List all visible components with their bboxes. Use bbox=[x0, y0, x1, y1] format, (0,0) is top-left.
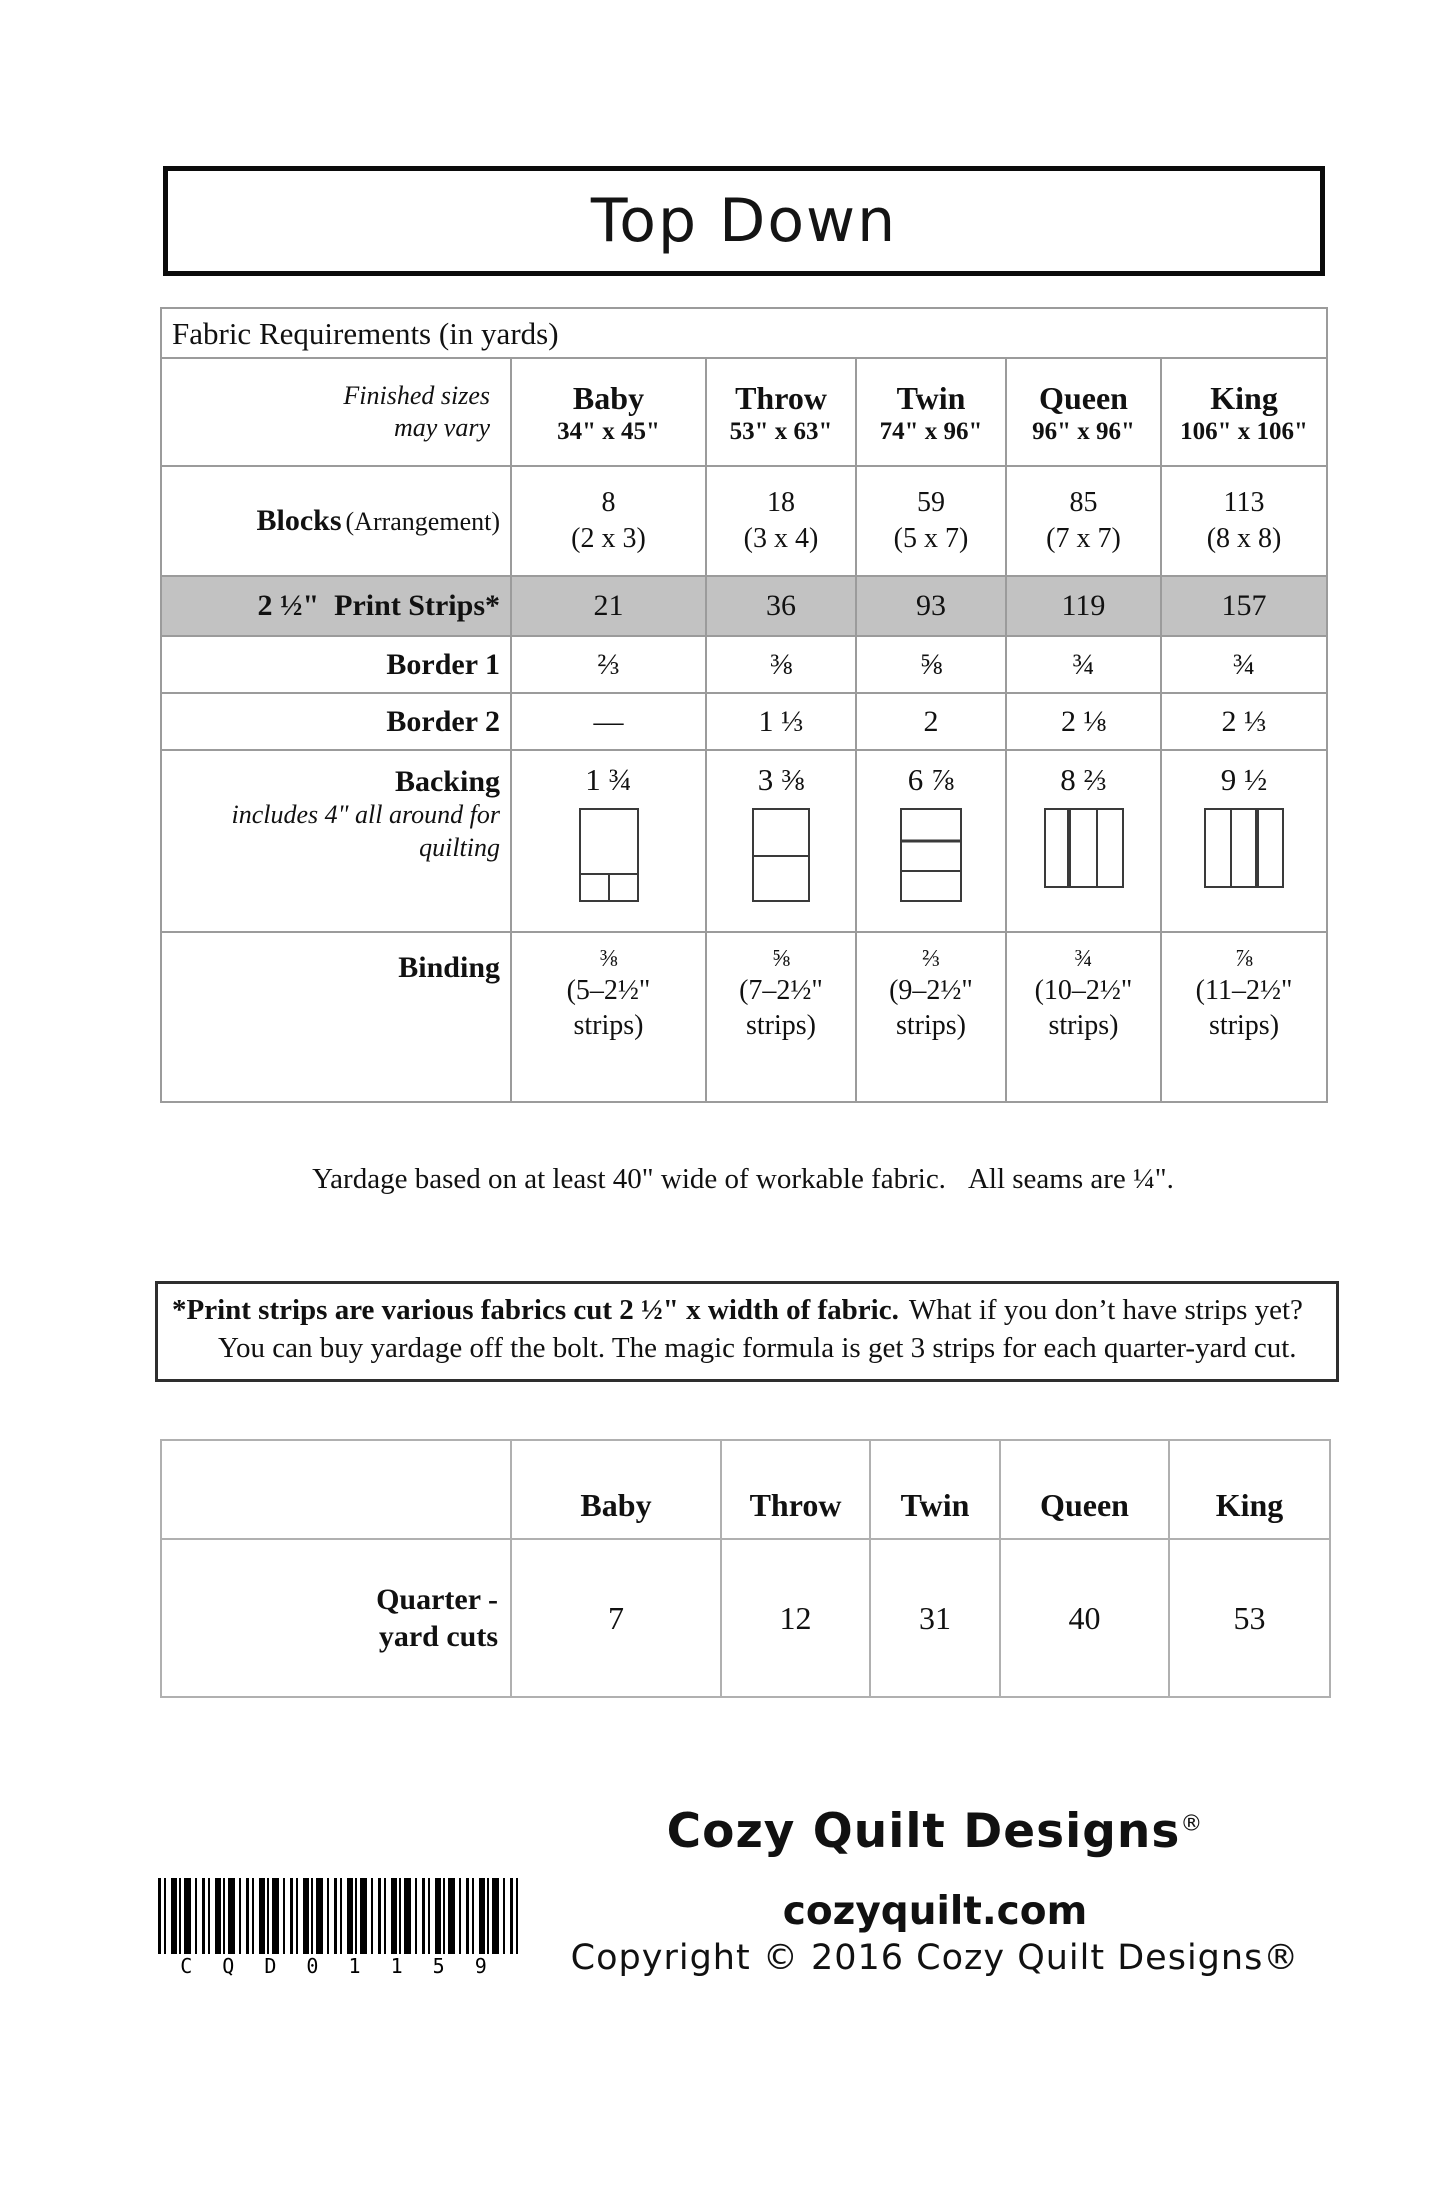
border1-twin: ⅝ bbox=[856, 636, 1006, 693]
border2-king: 2 ⅓ bbox=[1161, 693, 1327, 750]
quarter-row-label: Quarter - yard cuts bbox=[161, 1539, 511, 1697]
quarter-data-row bbox=[161, 1539, 1330, 1697]
backing-label-cell bbox=[161, 750, 511, 932]
print-strips-label-cell bbox=[161, 576, 511, 636]
print-strips-twin: 93 bbox=[856, 576, 1006, 636]
blocks-throw: 18 (3 x 4) bbox=[706, 466, 856, 576]
blocks-baby: 8 (2 x 3) bbox=[511, 466, 706, 576]
barcode-text: C Q D 0 1 1 5 9 bbox=[180, 1954, 496, 1978]
border1-queen: ¾ bbox=[1006, 636, 1161, 693]
size-header-row bbox=[161, 358, 1327, 466]
binding-twin: ⅔ (9–2½" strips) bbox=[856, 932, 1006, 1102]
quarter-header-twin: Twin bbox=[870, 1440, 1000, 1539]
column-header-queen: Queen 96" x 96" bbox=[1006, 358, 1161, 466]
border1-label: Border 1 bbox=[386, 647, 500, 681]
corner-note-line1: Finished sizes bbox=[343, 380, 490, 410]
footer-brand-block bbox=[520, 1804, 1350, 1978]
table-caption: Fabric Requirements (in yards) bbox=[161, 308, 1327, 358]
quarter-throw: 12 bbox=[721, 1539, 870, 1697]
print-strips-baby: 21 bbox=[511, 576, 706, 636]
binding-label: Binding bbox=[398, 951, 500, 984]
page-title: Top Down bbox=[590, 186, 898, 256]
note-bold-lead: *Print strips are various fabrics cut 2 ½" x width of fabric. bbox=[172, 1294, 899, 1326]
column-header-baby: Baby 34" x 45" bbox=[511, 358, 706, 466]
border1-baby: ⅔ bbox=[511, 636, 706, 693]
barcode bbox=[152, 1878, 524, 1978]
row-print-strips bbox=[161, 576, 1327, 636]
quarter-twin: 31 bbox=[870, 1539, 1000, 1697]
border1-throw: ⅜ bbox=[706, 636, 856, 693]
backing-king: 9 ½ bbox=[1161, 750, 1327, 932]
brand-logo: Cozy Quilt Designs® bbox=[666, 1804, 1204, 1859]
quarter-header-throw: Throw bbox=[721, 1440, 870, 1539]
backing-queen: 8 ⅔ bbox=[1006, 750, 1161, 932]
quarter-yard-cuts-table bbox=[160, 1439, 1331, 1698]
website: cozyquilt.com bbox=[782, 1889, 1088, 1934]
quarter-queen: 40 bbox=[1000, 1539, 1169, 1697]
border1-label-cell bbox=[161, 636, 511, 693]
quarter-header-queen: Queen bbox=[1000, 1440, 1169, 1539]
quarter-header-baby: Baby bbox=[511, 1440, 721, 1539]
corner-note-line2: may vary bbox=[393, 413, 490, 442]
binding-label-cell bbox=[161, 932, 511, 1102]
backing-diagram-baby bbox=[579, 808, 639, 902]
border2-twin: 2 bbox=[856, 693, 1006, 750]
border2-baby: — bbox=[511, 693, 706, 750]
title-box bbox=[163, 166, 1325, 276]
binding-king: ⅞ (11–2½" strips) bbox=[1161, 932, 1327, 1102]
backing-diagram-throw bbox=[752, 808, 810, 902]
print-strips-queen: 119 bbox=[1006, 576, 1161, 636]
border2-label-cell bbox=[161, 693, 511, 750]
column-header-twin: Twin 74" x 96" bbox=[856, 358, 1006, 466]
print-strips-note-box bbox=[155, 1281, 1339, 1382]
row-binding bbox=[161, 932, 1327, 1102]
backing-diagram-queen bbox=[1044, 808, 1124, 888]
blocks-label: Blocks bbox=[256, 504, 342, 537]
column-header-throw: Throw 53" x 63" bbox=[706, 358, 856, 466]
blocks-king: 113 (8 x 8) bbox=[1161, 466, 1327, 576]
row-blocks bbox=[161, 466, 1327, 576]
column-header-king: King 106" x 106" bbox=[1161, 358, 1327, 466]
binding-throw: ⅝ (7–2½" strips) bbox=[706, 932, 856, 1102]
backing-diagram-king bbox=[1204, 808, 1284, 888]
quarter-baby: 7 bbox=[511, 1539, 721, 1697]
copyright-line: Copyright © 2016 Cozy Quilt Designs® bbox=[570, 1938, 1300, 1978]
print-strips-king: 157 bbox=[1161, 576, 1327, 636]
backing-label: Backing bbox=[394, 765, 500, 798]
row-backing bbox=[161, 750, 1327, 932]
binding-queen: ¾ (10–2½" strips) bbox=[1006, 932, 1161, 1102]
blocks-label-cell bbox=[161, 466, 511, 576]
barcode-bars bbox=[158, 1878, 518, 1954]
quarter-king: 53 bbox=[1169, 1539, 1330, 1697]
backing-twin: 6 ⅞ bbox=[856, 750, 1006, 932]
blocks-queen: 85 (7 x 7) bbox=[1006, 466, 1161, 576]
row-border1 bbox=[161, 636, 1327, 693]
backing-diagram-twin bbox=[900, 808, 962, 902]
yardage-note: Yardage based on at least 40" wide of workable fabric. All seams are ¼". bbox=[312, 1163, 1174, 1195]
quarter-corner-cell bbox=[161, 1440, 511, 1539]
registered-mark: ® bbox=[1180, 1811, 1204, 1837]
blocks-twin: 59 (5 x 7) bbox=[856, 466, 1006, 576]
backing-throw: 3 ⅜ bbox=[706, 750, 856, 932]
print-strips-throw: 36 bbox=[706, 576, 856, 636]
table-caption-row bbox=[161, 308, 1327, 358]
corner-note-cell bbox=[161, 358, 511, 466]
row-border2 bbox=[161, 693, 1327, 750]
print-strips-label: 2 ½" Print Strips* bbox=[257, 589, 500, 622]
note-body: What if you don’t have strips yet? You can buy yardage off the bolt. The magic formula is get 3 strips for each quarter-yard cut. bbox=[218, 1294, 1303, 1364]
blocks-label-suffix: (Arrangement) bbox=[345, 507, 500, 536]
border2-queen: 2 ⅛ bbox=[1006, 693, 1161, 750]
backing-baby: 1 ¾ bbox=[511, 750, 706, 932]
backing-note: includes 4" all around for quilting bbox=[231, 800, 500, 862]
binding-baby: ⅜ (5–2½" strips) bbox=[511, 932, 706, 1102]
fabric-requirements-table bbox=[160, 307, 1328, 1103]
border2-throw: 1 ⅓ bbox=[706, 693, 856, 750]
border2-label: Border 2 bbox=[386, 704, 500, 738]
border1-king: ¾ bbox=[1161, 636, 1327, 693]
quarter-header-king: King bbox=[1169, 1440, 1330, 1539]
quarter-header-row bbox=[161, 1440, 1330, 1539]
